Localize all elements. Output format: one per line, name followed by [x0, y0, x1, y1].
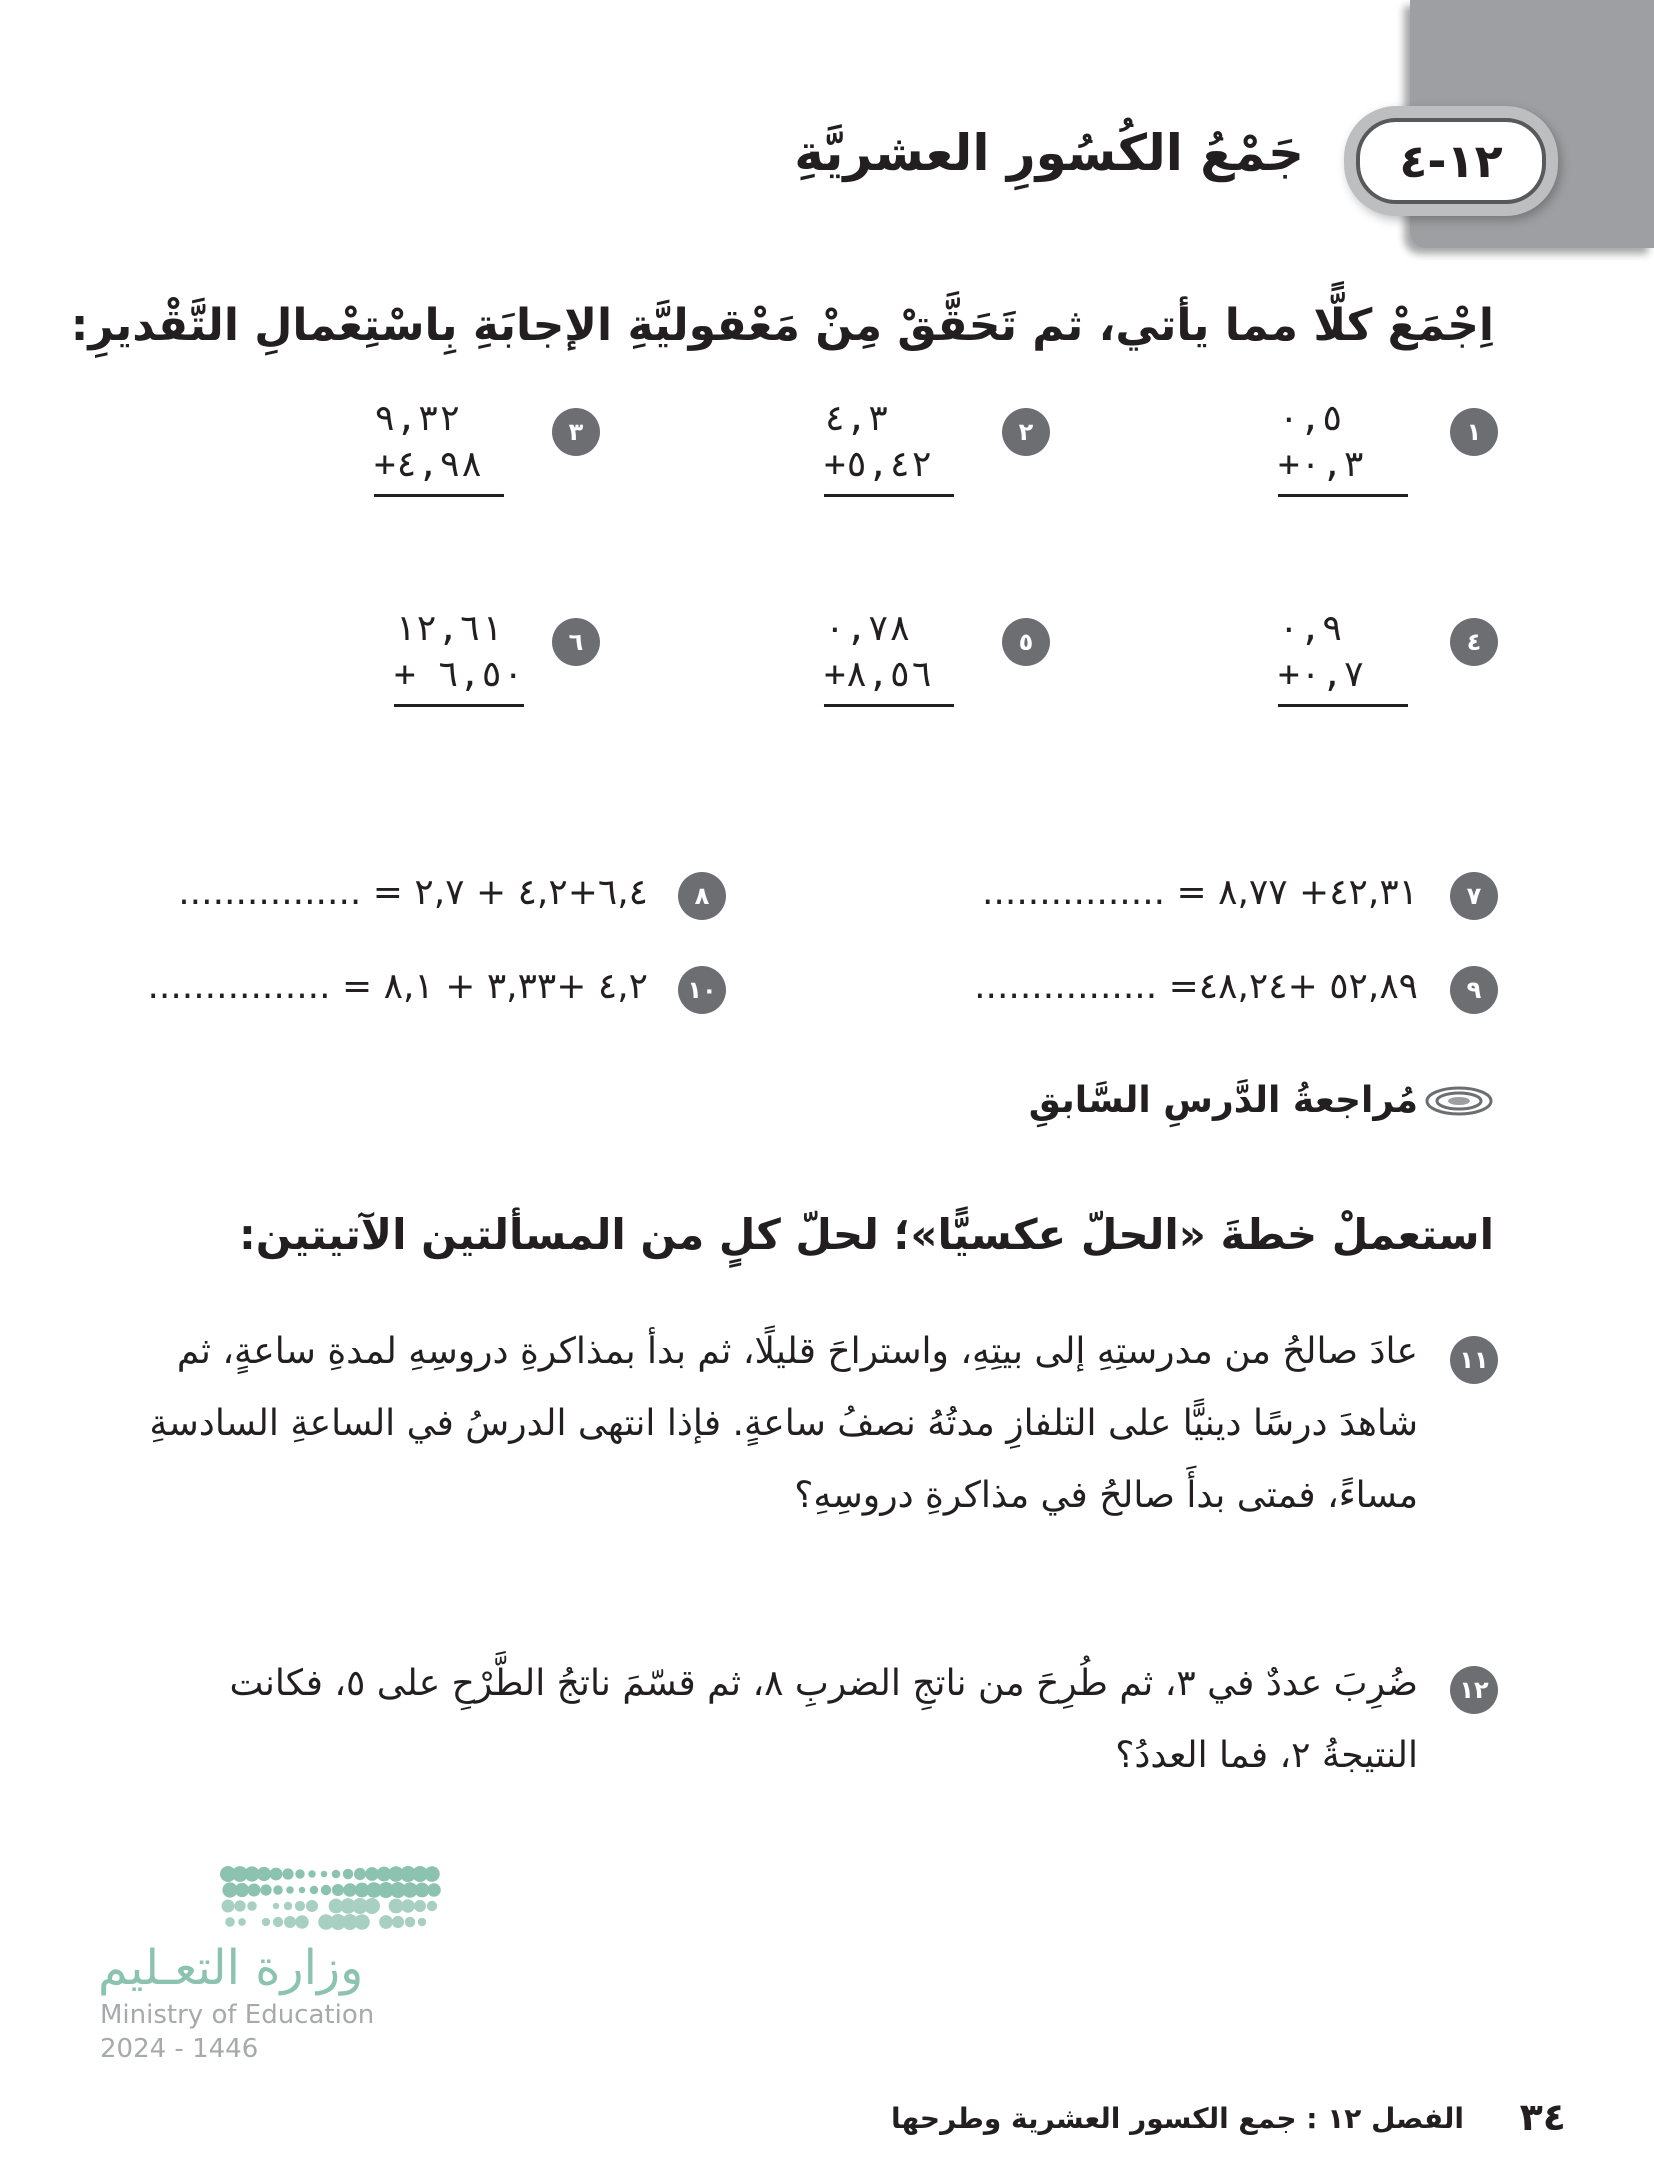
problem-number-badge: [678, 872, 726, 920]
horizontal-addition-problem: ٦,٤+٤,٢ + ٢,٧ = ................: [178, 872, 648, 913]
problem-number: ٢: [1018, 418, 1034, 446]
strategy-instruction: استعملْ خطةَ «الحلّ عكسيًّا»؛ لحلّ كلٍ من المسألتين الآتيتين:: [239, 1210, 1494, 1259]
logo-dot: [364, 1898, 380, 1914]
logo-dot: [234, 1900, 245, 1911]
logo-dot: [238, 1918, 246, 1926]
logo-dot: [286, 1886, 294, 1894]
vertical-addition-problem: [1278, 396, 1418, 497]
logo-dot: [405, 1917, 415, 1927]
logo-dot: [257, 1867, 271, 1881]
addend-top: ٩,٣٢: [374, 398, 461, 439]
addend-top: ١٢,٦١: [394, 608, 503, 649]
addend-bottom: + ٦,٥٠: [394, 654, 525, 695]
problem-number: ٥: [1018, 628, 1034, 656]
problem-number: ٧: [1466, 882, 1482, 910]
logo-dot: [222, 1900, 235, 1913]
addend-top: ٤,٣: [824, 398, 890, 439]
logo-year-text: 2024 - 1446: [100, 2034, 259, 2064]
exercise-instruction: اِجْمَعْ كلًّا مما يأتي، ثم تَحَقَّقْ مِنْ مَعْقوليَّةِ الإجابَةِ بِاسْتِعْمالِ التَّقْديرِ:: [70, 300, 1494, 351]
logo-dot: [321, 1871, 328, 1878]
logo-dot: [273, 1885, 283, 1895]
addend-bottom: +٤,٩٨: [374, 444, 483, 485]
horizontal-addition-problem: ٥٢,٨٩ +٤٨,٢٤= ................: [974, 966, 1418, 1007]
logo-dot: [299, 1887, 305, 1893]
logo-dot: [235, 1883, 249, 1897]
previous-lesson-review-heading: [1029, 1080, 1494, 1121]
vertical-addition-problem: [374, 396, 514, 497]
sum-line: [1278, 494, 1408, 497]
logo-dot: [262, 1918, 270, 1926]
lesson-number-badge: [1356, 118, 1546, 204]
problem-number-badge: [1002, 408, 1050, 456]
logo-arabic-text: وزارة التعـليم: [98, 1940, 364, 1996]
chapter-footer: الفصل ١٢ : جمع الكسور العشرية وطرحها: [890, 2102, 1464, 2135]
problem-number: ١١: [1459, 1346, 1489, 1374]
horizontal-addition-problem: ٤٢,٣١+ ٨,٧٧ = ................: [981, 872, 1418, 913]
logo-dot: [310, 1886, 318, 1894]
addend-bottom: +٨,٥٦: [824, 654, 933, 695]
logo-dot: [332, 1870, 341, 1879]
logo-dot: [308, 1870, 315, 1877]
review-label: مُراجعةُ الدَّرسِ السَّابقِ: [1028, 1080, 1418, 1121]
logo-dot: [389, 1899, 404, 1914]
problem-number-badge: [1450, 872, 1498, 920]
lesson-number: ١٢-٤: [1399, 134, 1503, 188]
problem-number-badge: [1450, 408, 1498, 456]
logo-dot: [354, 1868, 366, 1880]
word-problem-text: عادَ صالحُ من مدرستِهِ إلى بيتِهِ، واستراحَ قليلًا، ثم بدأ بمذاكرةِ دروسِهِ لمدةِ ساعةٍ، ثم شاهدَ درسًا دينيًّا على التلفازِ مدتُهُ نصفُ ساعةٍ. فإذا انتهى الدرسُ في الساعةِ السادسةِ مساءً، فمتى بدأَ صالحُ في مذاكرةِ دروسِهِ؟: [149, 1331, 1418, 1516]
problem-number: ١٠: [687, 976, 717, 1004]
addend-top: ٠,٩: [1278, 608, 1344, 649]
lesson-title: جَمْعُ الكُسُورِ العشريَّةِ: [794, 124, 1304, 182]
addend-bottom: +٠,٧: [1278, 654, 1365, 695]
sum-line: [394, 704, 524, 707]
logo-dot: [427, 1883, 441, 1897]
problem-number: ٤: [1466, 628, 1482, 656]
problem-number-badge: [1002, 618, 1050, 666]
sum-line: [1278, 704, 1408, 707]
logo-dot: [284, 1902, 292, 1910]
sum-line: [824, 494, 954, 497]
vertical-addition-problem: [1278, 606, 1418, 707]
problem-number-badge: [678, 966, 726, 1014]
problem-number-badge: [1450, 966, 1498, 1014]
vertical-addition-problem: [394, 606, 534, 707]
ministry-logo: [98, 1860, 478, 2080]
problem-number-badge: [1450, 1666, 1498, 1714]
logo-dot: [295, 1901, 305, 1911]
problem-number: ١٢: [1459, 1676, 1489, 1704]
problem-number: ١: [1466, 418, 1482, 446]
vertical-addition-problem: [824, 606, 964, 707]
vertical-addition-problem: [824, 396, 964, 497]
logo-dot: [415, 1883, 430, 1898]
sum-line: [374, 494, 504, 497]
logo-dot: [418, 1918, 427, 1927]
logo-dot: [427, 1901, 437, 1911]
logo-dot: [354, 1914, 370, 1930]
logo-dot: [273, 1917, 283, 1927]
addend-top: ٠,٥: [1278, 398, 1344, 439]
logo-dot: [270, 1868, 283, 1881]
horizontal-addition-problem: ٤,٢ +٣,٣٣ + ٨,١ = ................: [147, 966, 648, 1007]
problem-number: ٣: [568, 418, 584, 446]
logo-dot: [260, 1884, 271, 1895]
logo-dot: [343, 1869, 353, 1879]
logo-dot: [225, 1917, 235, 1927]
logo-dot: [247, 1901, 257, 1911]
logo-dot: [392, 1916, 404, 1928]
addend-bottom: +٠,٣: [1278, 444, 1365, 485]
logo-dot: [284, 1916, 296, 1928]
page-number: ٣٤: [1519, 2095, 1566, 2139]
logo-dot: [273, 1903, 279, 1909]
logo-dot: [424, 1866, 440, 1882]
logo-english-text: Ministry of Education: [100, 2000, 375, 2030]
problem-number-badge: [1450, 1336, 1498, 1384]
logo-dot: [401, 1899, 415, 1913]
logo-dot: [282, 1868, 293, 1879]
logo-dot: [295, 1869, 304, 1878]
addend-bottom: +٥,٤٢: [824, 444, 933, 485]
word-problem-text: ضُرِبَ عددٌ في ٣، ثم طُرِحَ من ناتجِ الضربِ ٨، ثم قسّمَ ناتجُ الطَّرْحِ على ٥، فكانت النتيجةُ ٢، فما العددُ؟: [229, 1663, 1418, 1776]
logo-dot: [414, 1900, 426, 1912]
logo-dots-mark: [98, 1860, 478, 1940]
logo-dot: [321, 1885, 331, 1895]
logo-dot: [248, 1884, 261, 1897]
problem-number: ٩: [1466, 976, 1482, 1004]
logo-dot: [379, 1915, 393, 1929]
addend-top: ٠,٧٨: [824, 608, 911, 649]
sum-line: [824, 704, 954, 707]
problem-number-badge: [552, 618, 600, 666]
logo-dot: [332, 1884, 344, 1896]
problem-number: ٦: [568, 628, 584, 656]
problem-number-badge: [552, 408, 600, 456]
logo-dot: [295, 1915, 309, 1929]
spiral-icon: [1424, 1084, 1494, 1118]
logo-dot: [306, 1900, 318, 1912]
problem-number-badge: [1450, 618, 1498, 666]
problem-number: ٨: [694, 882, 710, 910]
